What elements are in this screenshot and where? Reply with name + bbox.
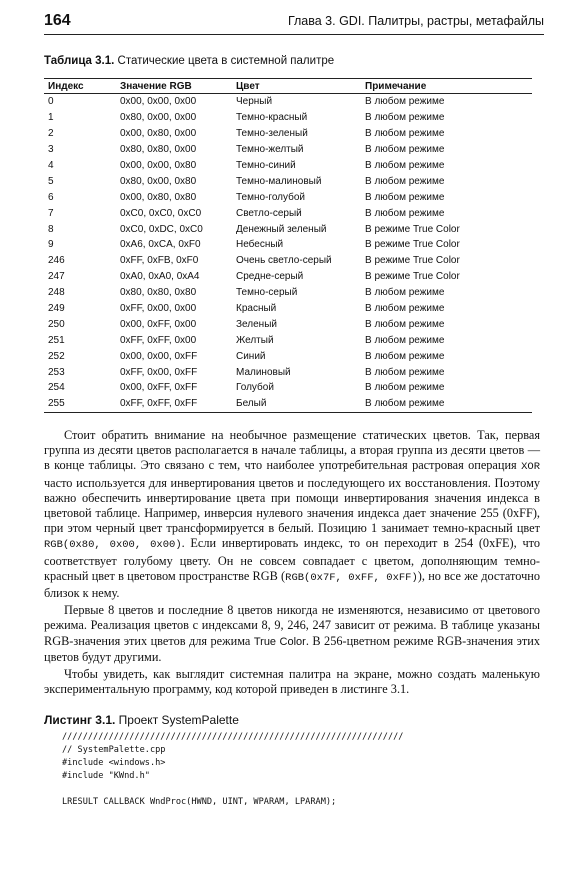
listing-title bbox=[44, 713, 239, 727]
cell-note: В режиме True Color bbox=[365, 271, 460, 283]
term-inline: True Color bbox=[253, 635, 306, 648]
cell-index: 8 bbox=[48, 223, 54, 235]
cell-color: Зеленый bbox=[236, 318, 277, 330]
cell-index: 246 bbox=[48, 255, 65, 267]
listing-label: Листинг 3.1. bbox=[44, 713, 116, 727]
cell-note: В любом режиме bbox=[365, 350, 445, 362]
table-body bbox=[44, 94, 532, 413]
cell-rgb: 0xFF, 0xFF, 0x00 bbox=[120, 334, 197, 346]
table-row bbox=[44, 396, 532, 412]
code-inline: RGB(0x7F, 0xFF, 0xFF) bbox=[285, 571, 418, 584]
cell-color: Темно-серый bbox=[236, 287, 298, 299]
text-run: часто используется для инвертирования цветов и последующего их восстановления. Поэтому важно обеспечить инвертирование цвета при помощи инвертирования значения индекса в цветовой таблице. Например, инверсия нулевого значения индекса дает значение 255 (0xFF), при этом черный цвет трансформируется в белый. Позицию 1 занимает темно-красный цвет bbox=[44, 475, 540, 536]
column-header-index: Индекс bbox=[44, 79, 116, 94]
cell-rgb: 0xFF, 0x00, 0x00 bbox=[120, 303, 197, 315]
cell-rgb: 0x80, 0x00, 0x00 bbox=[120, 112, 197, 124]
cell-rgb: 0xA0, 0xA0, 0xA4 bbox=[120, 271, 200, 283]
table-row bbox=[44, 380, 532, 396]
cell-color: Темно-синий bbox=[236, 160, 296, 171]
table-row bbox=[44, 364, 532, 380]
table-row bbox=[44, 332, 532, 348]
cell-index: 7 bbox=[48, 207, 54, 219]
table-row bbox=[44, 94, 532, 110]
cell-note: В любом режиме bbox=[365, 175, 445, 187]
paragraph bbox=[44, 603, 540, 665]
cell-color: Средне-серый bbox=[236, 271, 304, 283]
text-run: . Если инвертировать индекс, то он переходит в 254 (0xFE), что соответствует голубому цвету. Он не совсем совпадает с цветом, дополняющим темно-красный цвет в цветовом пространстве RGB ( bbox=[44, 536, 540, 583]
cell-note: В любом режиме bbox=[365, 96, 445, 108]
table-row bbox=[44, 301, 532, 317]
table-row bbox=[44, 348, 532, 364]
cell-note: В любом режиме bbox=[365, 334, 445, 346]
cell-rgb: 0x00, 0x00, 0x00 bbox=[120, 96, 197, 108]
cell-color: Светло-серый bbox=[236, 207, 302, 219]
cell-note: В любом режиме bbox=[365, 287, 445, 299]
cell-rgb: 0xFF, 0xFB, 0xF0 bbox=[120, 255, 199, 267]
cell-index: 247 bbox=[48, 271, 65, 283]
cell-rgb: 0x00, 0xFF, 0xFF bbox=[120, 382, 198, 394]
palette-table bbox=[44, 78, 532, 413]
cell-rgb: 0x00, 0x00, 0xFF bbox=[120, 350, 198, 362]
code-listing: ////////////////////////////////////////////////////////////////// // SystemPalette.cpp #include <windows.h> #include "KWnd.h" LRESULT CALLBACK WndProc(HWND, UINT, WPARAM, LPARAM); bbox=[62, 732, 404, 807]
cell-index: 249 bbox=[48, 303, 65, 315]
cell-index: 254 bbox=[48, 382, 65, 394]
cell-note: В любом режиме bbox=[365, 207, 445, 219]
page-header bbox=[44, 12, 544, 35]
body-text bbox=[44, 428, 540, 697]
cell-color: Красный bbox=[236, 303, 277, 315]
table-row bbox=[44, 316, 532, 332]
cell-rgb: 0x00, 0x00, 0x80 bbox=[120, 160, 197, 171]
text-run: Первые 8 цветов и последние 8 цветов никогда не изменяются, независимо от цветового режима. Реализация цветов с индексами 8, 9, 246, 247 зависит от режима. В таблице указаны RGB-значения этих цветов для режима bbox=[44, 603, 540, 648]
page-number: 164 bbox=[44, 12, 71, 29]
cell-note: В любом режиме bbox=[365, 144, 445, 156]
cell-index: 253 bbox=[48, 366, 65, 378]
cell-color: Очень светло-серый bbox=[236, 255, 332, 267]
cell-index: 5 bbox=[48, 175, 54, 187]
cell-index: 255 bbox=[44, 396, 116, 412]
cell-note: В режиме True Color bbox=[365, 239, 460, 251]
table-caption-text: Статические цвета в системной палитре bbox=[114, 55, 335, 67]
cell-color: Черный bbox=[236, 96, 273, 108]
cell-color: Голубой bbox=[236, 382, 274, 394]
table-row bbox=[44, 158, 532, 174]
table-row bbox=[44, 269, 532, 285]
column-header-color: Цвет bbox=[232, 79, 361, 94]
cell-index: 251 bbox=[48, 334, 65, 346]
code-inline: XOR bbox=[521, 461, 540, 474]
text-run: Стоит обратить внимание на необычное размещение статических цветов. Так, первая группа из десяти цветов располагается в начале таблицы, а вторая группа из десяти цветов — в конце таблицы. Это связано с тем, что наиболее употребительная растровая операция bbox=[44, 428, 540, 473]
table-row bbox=[44, 173, 532, 189]
text-run: ), но все же достаточно близок к нему. bbox=[44, 568, 541, 601]
cell-note: В режиме True Color bbox=[365, 255, 460, 267]
cell-rgb: 0x80, 0x00, 0x80 bbox=[120, 175, 197, 187]
cell-color: Темно-зеленый bbox=[236, 128, 308, 140]
text-run: . В 256-цветном режиме RGB-значения этих цветов будут другими. bbox=[44, 633, 540, 664]
table-caption-label: Таблица 3.1. bbox=[44, 55, 115, 67]
cell-index: 3 bbox=[48, 144, 54, 156]
cell-rgb: 0x80, 0x80, 0x80 bbox=[120, 287, 197, 299]
table-row bbox=[44, 285, 532, 301]
cell-index: 0 bbox=[48, 96, 54, 108]
cell-rgb: 0xFF, 0x00, 0xFF bbox=[120, 366, 198, 378]
column-header-note: Примечание bbox=[361, 79, 532, 94]
cell-index: 9 bbox=[48, 239, 54, 251]
cell-index: 2 bbox=[48, 128, 54, 140]
table-row bbox=[44, 189, 532, 205]
cell-note: В любом режиме bbox=[365, 382, 445, 394]
cell-rgb: 0xA6, 0xCA, 0xF0 bbox=[120, 239, 201, 251]
cell-note: В режиме True Color bbox=[365, 223, 460, 235]
cell-color: Темно-красный bbox=[236, 112, 308, 124]
cell-index: 1 bbox=[48, 112, 54, 124]
cell-index: 252 bbox=[48, 350, 65, 362]
paragraph: Чтобы увидеть, как выглядит системная палитра на экране, можно создать маленькую экспериментальную программу, код которой приведен в листинге 3.1. bbox=[44, 667, 540, 697]
cell-rgb: 0xFF, 0xFF, 0xFF bbox=[116, 396, 232, 412]
table-row bbox=[44, 205, 532, 221]
cell-note: В любом режиме bbox=[365, 366, 445, 378]
cell-index: 6 bbox=[48, 191, 54, 203]
cell-rgb: 0xC0, 0xC0, 0xC0 bbox=[120, 207, 202, 219]
table-header-row bbox=[44, 79, 532, 94]
cell-rgb: 0x00, 0x80, 0x80 bbox=[120, 191, 197, 203]
table-row bbox=[44, 126, 532, 142]
cell-note: В любом режиме bbox=[365, 318, 445, 330]
cell-color: Малиновый bbox=[236, 366, 291, 378]
cell-note: В любом режиме bbox=[365, 191, 445, 203]
cell-rgb: 0x00, 0x80, 0x00 bbox=[120, 128, 197, 140]
table-caption bbox=[44, 55, 334, 67]
cell-index: 248 bbox=[48, 287, 65, 299]
cell-color: Небесный bbox=[236, 239, 284, 251]
cell-note: В любом режиме bbox=[365, 160, 445, 171]
cell-note: В любом режиме bbox=[365, 303, 445, 315]
cell-index: 4 bbox=[48, 160, 54, 171]
cell-index: 250 bbox=[48, 318, 65, 330]
cell-color: Темно-желтый bbox=[236, 144, 304, 156]
cell-color: Денежный зеленый bbox=[236, 223, 327, 235]
cell-rgb: 0x00, 0xFF, 0x00 bbox=[120, 318, 197, 330]
cell-rgb: 0xC0, 0xDC, 0xC0 bbox=[120, 223, 203, 235]
cell-color: Темно-голубой bbox=[236, 191, 305, 203]
listing-name: Проект SystemPalette bbox=[115, 713, 239, 727]
cell-color: Белый bbox=[232, 396, 361, 412]
cell-note: В любом режиме bbox=[365, 112, 445, 124]
cell-note: В любом режиме bbox=[361, 396, 532, 412]
table-row bbox=[44, 253, 532, 269]
code-inline: RGB(0x80, 0x00, 0x00) bbox=[44, 539, 182, 552]
table-row bbox=[44, 221, 532, 237]
paragraph bbox=[44, 428, 540, 601]
cell-note: В любом режиме bbox=[365, 128, 445, 140]
table-row bbox=[44, 237, 532, 253]
running-head: Глава 3. GDI. Палитры, растры, метафайлы bbox=[287, 14, 544, 28]
cell-color: Темно-малиновый bbox=[236, 175, 322, 187]
table-row bbox=[44, 110, 532, 126]
column-header-rgb: Значение RGB bbox=[116, 79, 232, 94]
cell-rgb: 0x80, 0x80, 0x00 bbox=[120, 144, 197, 156]
cell-color: Синий bbox=[236, 350, 266, 362]
table-row bbox=[44, 142, 532, 158]
cell-color: Желтый bbox=[236, 334, 274, 346]
